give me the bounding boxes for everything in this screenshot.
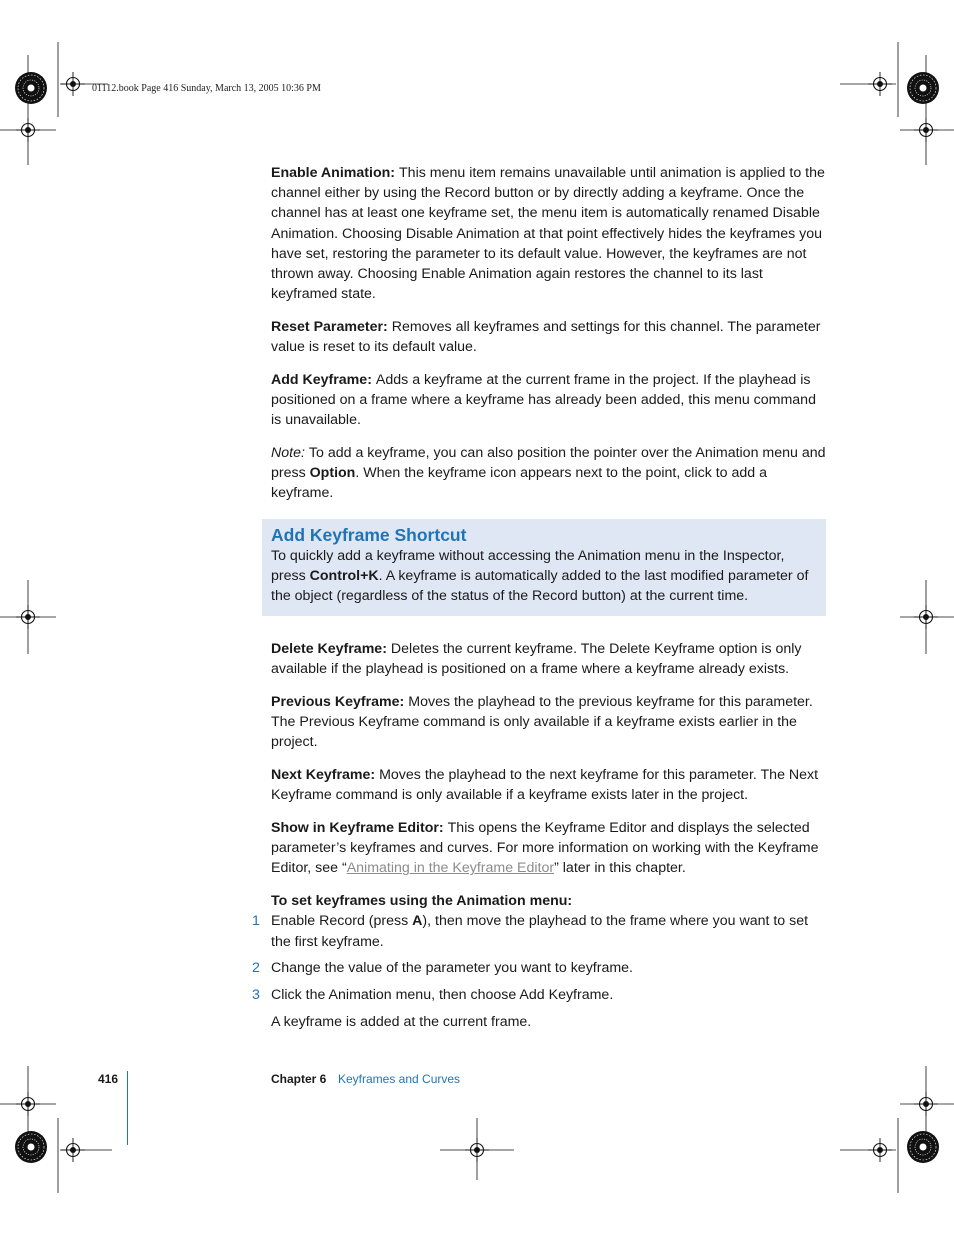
definition-add-keyframe [271,370,827,431]
page-body [252,163,827,1032]
definition-text: Moves the playhead to the next keyframe for this parameter. The Next Keyframe command is only available if a keyframe exists later in the project. [271,767,819,804]
procedure-step [252,985,827,1005]
definition-term: Add Keyframe: [271,371,372,388]
procedure-step [252,958,827,978]
cross-reference-link[interactable]: Animating in the Keyframe Editor [346,860,555,877]
procedure-heading: To set keyframes using the Animation menu: [271,893,573,910]
definition-term: Show in Keyframe Editor: [271,820,444,837]
procedure-steps [252,911,827,1005]
note [271,443,827,504]
definition-text: Deletes the current keyframe. The Delete Keyframe option is only available if the playhead is positioned on a frame where a keyframe already exists. [271,641,802,678]
note-key: Option [309,465,356,482]
definition-term: Delete Keyframe: [271,641,387,658]
definition-text-before: This opens the Keyframe Editor and displays the selected parameter’s keyframes and curves. For more information on working with the Keyframe Editor, see “ [271,820,819,877]
definition-show-in-keyframe-editor [271,818,827,879]
callout-title: Add Keyframe Shortcut [271,524,467,545]
definition-term: Reset Parameter: [271,318,388,335]
step-text-after: ), then move the playhead to the frame where you want to set the first keyframe. [271,913,809,950]
print-header-stamp: 01112.book Page 416 Sunday, March 13, 2005 10:36 PM [92,83,321,94]
definition-term: Previous Keyframe: [271,694,405,711]
footer-chapter-title: Keyframes and Curves [338,1072,461,1086]
note-text-before: To add a keyframe, you can also position the pointer over the Animation menu and press [271,444,826,482]
step-number: 3 [252,987,260,1003]
definition-text-after: ” later in this chapter. [554,860,686,877]
definition-text: Adds a keyframe at the current frame in the project. If the playhead is positioned on a frame where a keyframe has already been added, this menu command is unavailable. [271,371,816,429]
step-text: Change the value of the parameter you want to keyframe. [271,960,633,977]
definition-text: Removes all keyframes and settings for this channel. The parameter value is reset to its default value. [271,318,821,356]
definition-enable-animation [271,163,827,304]
definition-delete-keyframe [271,639,827,679]
definition-reset-parameter [271,317,827,357]
note-label: Note: [271,444,305,461]
definition-term: Enable Animation: [271,165,396,181]
shortcut-callout [262,519,826,617]
note-text-after: . When the keyframe icon appears next to the point, click to add a keyframe. [271,465,768,502]
footer-divider [127,1071,128,1145]
step-key: A [412,913,423,930]
procedure-step [252,911,827,951]
definition-next-keyframe [271,765,827,805]
page-number: 416 [98,1072,119,1086]
definition-text: This menu item remains unavailable until animation is applied to the channel either by using the Record button or by directly adding a keyframe. Once the channel has at least one keyframe set, the menu item is automatically renamed Disable Animation. Choosing Disable Animation at that point effectively hides the keyframes you have set, restoring the parameter to its default value. However, the keyframes are not thrown away. Choosing Enable Animation again restores the channel to its last keyframed state. [271,165,825,303]
definition-text: Moves the playhead to the previous keyframe for this parameter. The Previous Keyframe command is only available if a keyframe exists earlier in the project. [271,694,813,751]
callout-body [271,546,817,607]
definition-previous-keyframe [271,692,827,753]
callout-text-before: To quickly add a keyframe without accessing the Animation menu in the Inspector, press [271,547,785,584]
definition-term: Next Keyframe: [271,767,376,784]
footer-chapter-label: Chapter 6 [271,1072,327,1086]
step-text: Click the Animation menu, then choose Add Keyframe. [271,987,614,1003]
procedure-result: A keyframe is added at the current frame. [271,1013,532,1030]
callout-text-after: . A keyframe is automatically added to the last modified parameter of the object (regardless of the status of the Record button) at the current time. [271,567,809,604]
step-number: 1 [252,913,260,930]
callout-key: Control+K [309,567,379,584]
step-number: 2 [252,960,260,977]
step-text-before: Enable Record (press [271,913,413,930]
